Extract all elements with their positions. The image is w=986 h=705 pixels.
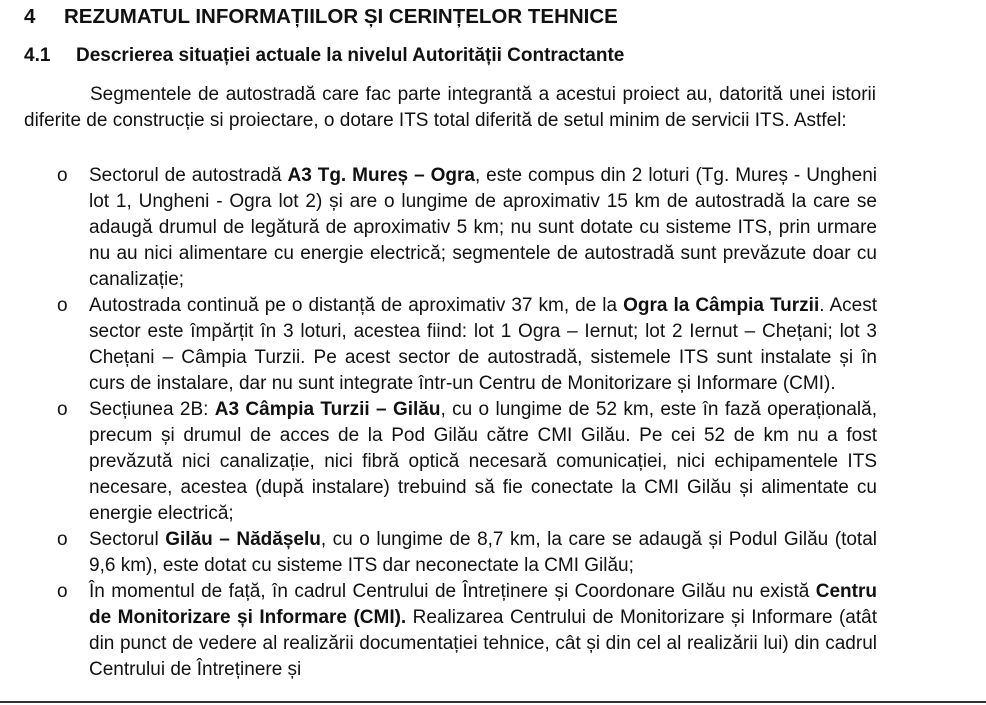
item-text: , este compus din 2 loturi (Tg. Mureș - Ungheni lot 1, Ungheni - Ogra lot 2) și are o lungime de aproximativ 15 km de autostradă la care se adaugă drumul de legătură de aproximativ 5 km; nu sunt dotate cu sisteme ITS, prin urmare nu au nici alimentare cu energie electrică; segmentele de autostradă sunt prevăzute doar cu canalizație; xyxy=(89,165,877,290)
intro-paragraph: Segmentele de autostradă care fac parte integrantă a acestui proiect au, datorită unei istorii diferite de construcție si proiectare, o dotare ITS total diferită de setul minim de servicii ITS. Astfel: xyxy=(24,84,876,131)
subsection-title: Descrierea situației actuale la nivelul Autorității Contractante xyxy=(76,45,625,66)
item-bold-text: A3 Tg. Mureș – Ogra xyxy=(287,165,475,186)
list-item xyxy=(0,163,877,293)
section-heading-4 xyxy=(24,4,618,30)
item-text: , cu o lungime de 52 km, este în fază operațională, precum și drumul de acces de la Pod Gilău către CMI Gilău. Pe cei 52 de km nu a fost prevăzută nici canalizație, nici fibră optică necesară comunicației, nici echipamentele ITS necesare, acestea (după instalare) trebuind să fie conectate la CMI Gilău și alimentate cu energie electrică; xyxy=(89,399,877,524)
subsection-heading-4-1 xyxy=(24,43,624,69)
item-text: Sectorul xyxy=(89,529,166,550)
bullet-marker: o xyxy=(57,165,68,186)
bullet-marker: o xyxy=(57,399,68,420)
item-bold-text: A3 Câmpia Turzii – Gilău xyxy=(214,399,441,420)
item-text: Sectorul de autostradă xyxy=(89,165,288,186)
item-text: Realizarea Centrului de Monitorizare și Informare (atât din punct de vedere al realizării documentației tehnice, cât și din cel al realizării lui) din cadrul Centrului de Întreținere și xyxy=(89,607,877,680)
list-item xyxy=(0,397,877,527)
section-title: REZUMATUL INFORMAȚIILOR ȘI CERINȚELOR TEHNICE xyxy=(64,5,618,28)
list-item xyxy=(0,527,877,579)
item-text: Autostrada continuă pe o distanță de aproximativ 37 km, de la xyxy=(89,295,624,316)
bullet-marker: o xyxy=(57,581,68,602)
list-item xyxy=(0,579,877,683)
section-number: 4 xyxy=(24,5,36,28)
list-item xyxy=(0,293,877,397)
bullet-marker: o xyxy=(57,295,68,316)
item-text: , cu o lungime de 8,7 km, la care se adaugă și Podul Gilău (total 9,6 km), este dotat cu sisteme ITS dar neconectate la CMI Gilău; xyxy=(89,529,877,576)
page-bottom-rule xyxy=(0,701,986,703)
item-text: În momentul de față, în cadrul Centrului de Întreținere și Coordonare Gilău nu există xyxy=(89,581,816,602)
item-bold-text: Gilău – Nădășelu xyxy=(165,529,321,550)
bullet-marker: o xyxy=(57,529,68,550)
item-text: . Acest sector este împărțit în 3 loturi, acestea fiind: lot 1 Ogra – Iernut; lot 2 Iernut – Chețani; lot 3 Chețani – Câmpia Turzii. Pe acest sector de autostradă, sistemele ITS sunt instalate și în curs de instalare, dar nu sunt integrate într-un Centru de Monitorizare și Informare (CMI). xyxy=(89,295,877,394)
item-text: Secțiunea 2B: xyxy=(89,399,215,420)
bullet-list xyxy=(0,163,877,683)
item-bold-text: Centru de Monitorizare și Informare (CMI). xyxy=(89,581,877,628)
item-bold-text: Ogra la Câmpia Turzii xyxy=(623,295,820,316)
subsection-number: 4.1 xyxy=(24,45,51,66)
